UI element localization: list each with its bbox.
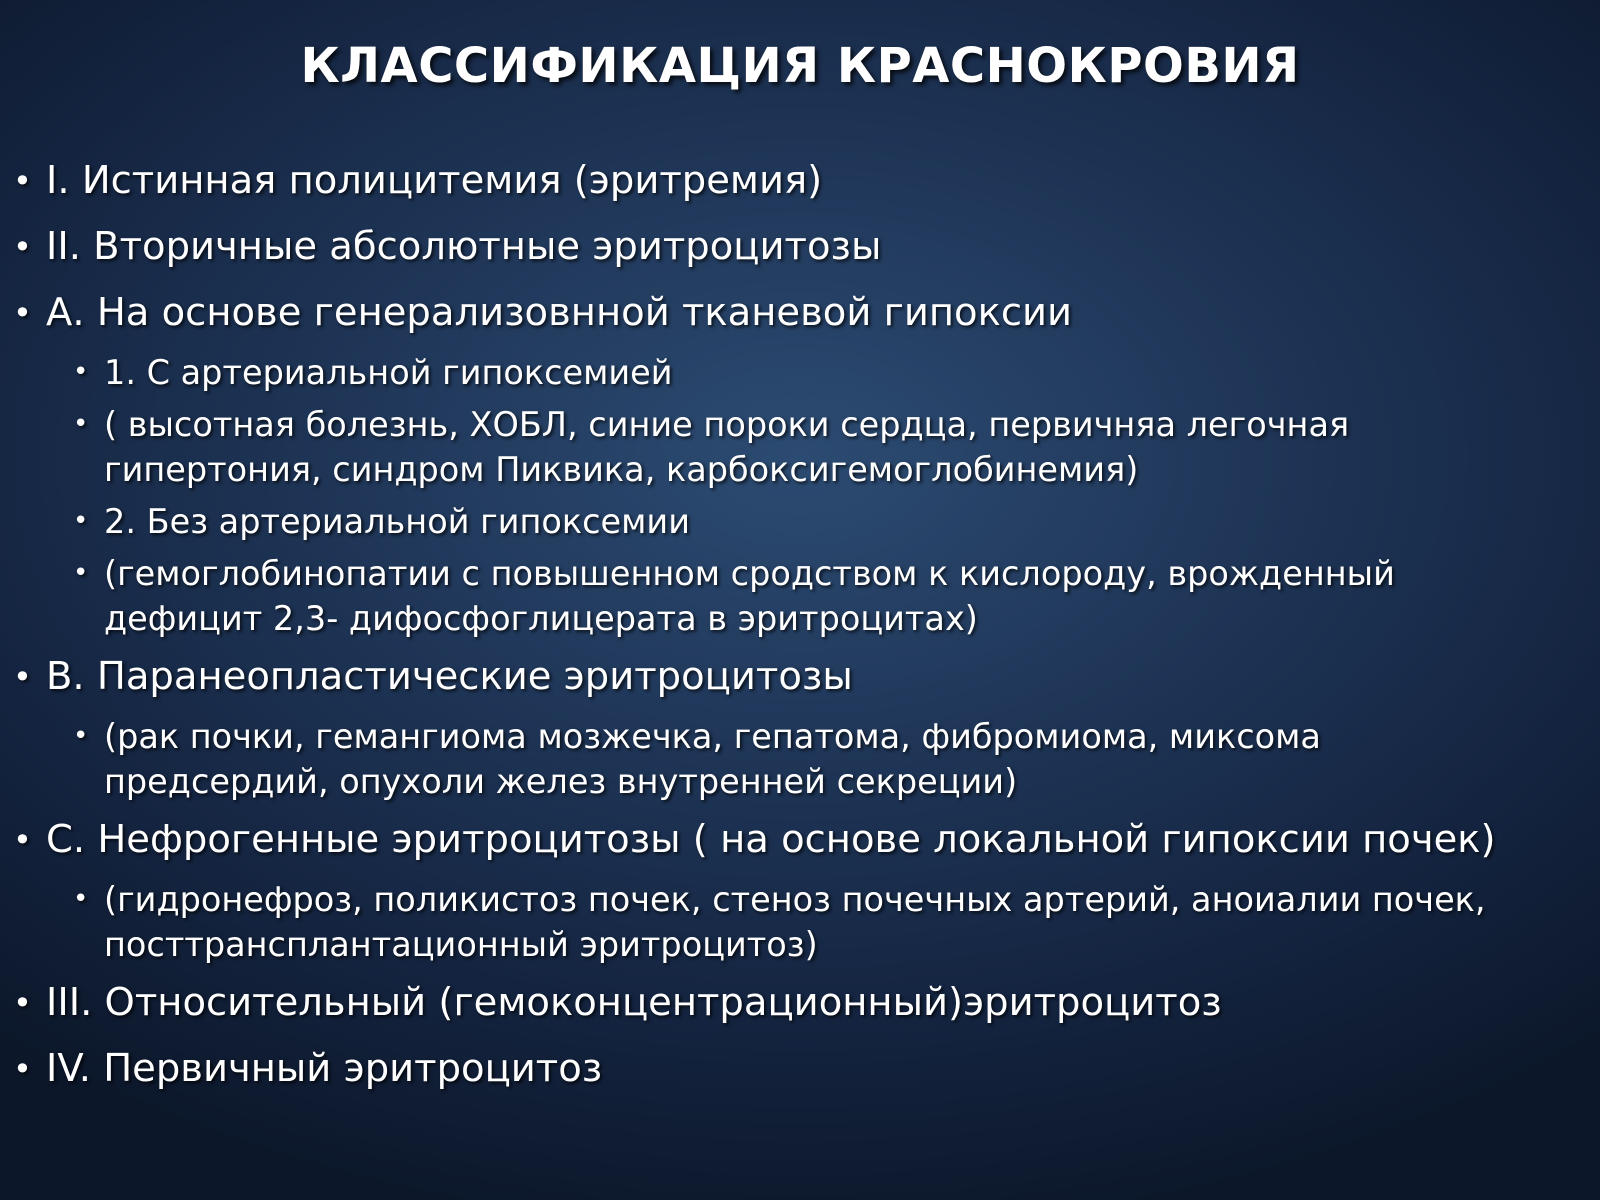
bullet-list [0, 152, 1600, 1106]
bullet-icon: • [13, 1050, 32, 1088]
list-item-text: ( высотная болезнь, ХОБЛ, синие пороки сердца, первичняа легочная гипертония, синдром Пиквика, карбоксигемоглобинемия) [104, 405, 1350, 489]
list-item [0, 648, 1600, 706]
list-item-text: I. Истинная полицитемия (эритремия) [46, 158, 823, 203]
list-item-text: (гемоглобинопатии с повышенном сродством к кислороду, врожденный дефицит 2,3- дифосфоглицерата в эритроцитах) [104, 554, 1395, 638]
bullet-icon: • [13, 984, 32, 1022]
sub-list-item [0, 551, 1600, 641]
list-item-text: IV. Первичный эритроцитоз [46, 1046, 603, 1091]
sub-list-item [0, 402, 1600, 492]
list-item-text: В. Паранеопластические эритроцитозы [46, 654, 853, 699]
bullet-icon: • [73, 558, 89, 588]
bullet-icon: • [13, 821, 32, 859]
list-item-text: (гидронефроз, поликистоз почек, стеноз почечных артерий, аноиалии почек, посттрансплантационный эритроцитоз) [104, 880, 1486, 964]
bullet-icon: • [13, 658, 32, 696]
slide-title: КЛАССИФИКАЦИЯ КРАСНОКРОВИЯ [300, 38, 1300, 94]
list-item [0, 218, 1600, 276]
sub-list-item [0, 350, 1600, 395]
sub-list-item [0, 499, 1600, 544]
bullet-icon: • [73, 884, 89, 914]
list-item-text: 2. Без артериальной гипоксемии [104, 502, 690, 541]
bullet-icon: • [73, 409, 89, 439]
list-item [0, 1040, 1600, 1098]
list-item-text: II. Вторичные абсолютные эритроцитозы [46, 224, 882, 269]
list-item [0, 152, 1600, 210]
list-item-text: III. Относительный (гемоконцентрационный)эритроцитоз [46, 980, 1222, 1025]
list-item [0, 284, 1600, 342]
list-item-text: 1. С артериальной гипоксемией [104, 353, 673, 392]
list-item [0, 974, 1600, 1032]
list-item [0, 811, 1600, 869]
bullet-icon: • [13, 162, 32, 200]
bullet-icon: • [73, 357, 89, 387]
list-item-text: С. Нефрогенные эритроцитозы ( на основе локальной гипоксии почек) [46, 817, 1496, 862]
sub-list-item [0, 877, 1600, 967]
bullet-icon: • [73, 721, 89, 751]
sub-list-item [0, 714, 1600, 804]
bullet-icon: • [73, 506, 89, 536]
list-item-text: А. На основе генерализовнной тканевой гипоксии [46, 290, 1073, 335]
list-item-text: (рак почки, гемангиома мозжечка, гепатома, фибромиома, миксома предсердий, опухоли желез внутренней секреции) [104, 717, 1321, 801]
bullet-icon: • [13, 228, 32, 266]
bullet-icon: • [13, 294, 32, 332]
